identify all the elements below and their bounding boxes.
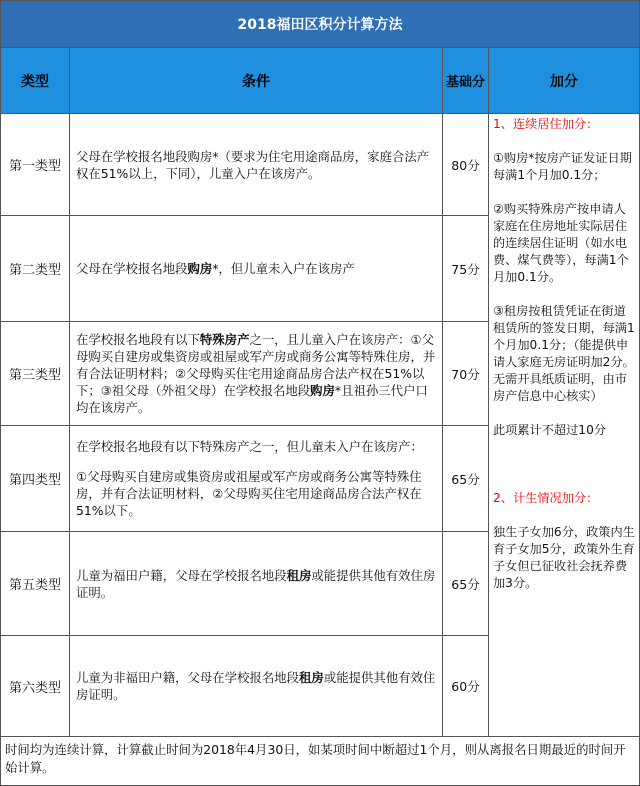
header-base: 基础分 (443, 48, 489, 114)
row-type: 第四类型 (0, 426, 70, 532)
bonus-column (489, 114, 640, 737)
condition-text: 在学校报名地段有以下 (76, 332, 200, 347)
header-bonus: 加分 (489, 48, 640, 114)
row-type: 第五类型 (0, 532, 70, 636)
table-title: 2018福田区积分计算方法 (0, 0, 640, 48)
row-condition (70, 216, 443, 322)
row-base-score: 75分 (443, 216, 489, 322)
condition-text: 儿童为福田户籍，父母在学校报名地段 (76, 567, 287, 583)
condition-text: 之一，且儿童入户在该房产：①父母购买自建房或集资房或祖屋或军产房或商务公寓等特殊住房，并有合法证明材料；②父母购买住宅用途商品房合法产权在51%以下；③祖父母（外祖父母）在学校报名地段 (76, 332, 436, 398)
condition-text: 或能提供其他有效住房证明。 (76, 670, 436, 702)
condition-emphasis: 租房 (299, 670, 324, 685)
header-type: 类型 (0, 48, 70, 114)
condition-text: *且祖孙三代户口均在该房产。 (76, 383, 428, 415)
row-condition (70, 636, 443, 737)
row-condition (70, 532, 443, 636)
bonus-limit: 此项累计不超过10分 (493, 423, 607, 437)
condition-emphasis: 租房 (286, 567, 312, 583)
condition-emphasis: 购房 (310, 383, 335, 398)
row-condition (70, 322, 443, 426)
row-type: 第三类型 (0, 322, 70, 426)
footer-note: 时间均为连续计算，计算截止时间为2018年4月30日，如某项时间中断超过1个月，则从离报名日期最近的时间开始计算。 (0, 737, 640, 786)
bonus-rule: ①购房*按房产证发证日期每满1个月加0.1分； (493, 151, 632, 182)
row-type: 第六类型 (0, 636, 70, 737)
condition-text: *，但儿童未入户在该房产 (212, 261, 355, 276)
condition-text: 父母在学校报名地段 (76, 261, 188, 276)
condition-emphasis: 购房 (187, 261, 213, 276)
bonus-heading-residence: 1、连续居住加分： (493, 117, 599, 131)
row-base-score: 80分 (443, 114, 489, 216)
condition-text: ①父母购买自建房或集资房或祖屋或军产房或商务公寓等特殊住房，并有合法证明材料，②父母购买住宅用途商品房合法产权在51%以下。 (76, 469, 422, 518)
bonus-rule: ②购买特殊房产按申请人家庭在住房地址实际居住的连续居住证明（如水电费、煤气费等），每满1个月加0.1分。 (493, 202, 629, 284)
condition-text: 在学校报名地段有以下特殊房产之一，但儿童未入户在该房产： (76, 439, 423, 454)
row-base-score: 65分 (443, 426, 489, 532)
header-condition: 条件 (70, 48, 443, 114)
row-base-score: 60分 (443, 636, 489, 737)
bonus-heading-family-planning: 2、计生情况加分： (493, 491, 599, 505)
bonus-rule: 独生子女加6分，政策内生育子女加5分，政策外生育子女但已征收社会抚养费加3分。 (493, 525, 635, 590)
condition-text: 或能提供其他有效住房证明。 (76, 567, 436, 600)
condition-text: 父母在学校报名地段购房*（要求为住宅用途商品房，家庭合法产权在51%以上，下同），儿童入户在该房产。 (76, 148, 430, 181)
condition-text: 儿童为非福田户籍，父母在学校报名地段 (76, 670, 300, 685)
row-base-score: 70分 (443, 322, 489, 426)
row-type: 第二类型 (0, 216, 70, 322)
row-condition (70, 426, 443, 532)
bonus-rule: ③租房按租赁凭证在街道租赁所的签发日期，每满1个月加0.1分；（能提供申请人家庭无房证明加2分。无需开具纸质证明，由市房产信息中心核实） (493, 304, 635, 403)
condition-emphasis: 特殊房产 (199, 332, 250, 347)
row-base-score: 65分 (443, 532, 489, 636)
row-type: 第一类型 (0, 114, 70, 216)
row-condition (70, 114, 443, 216)
